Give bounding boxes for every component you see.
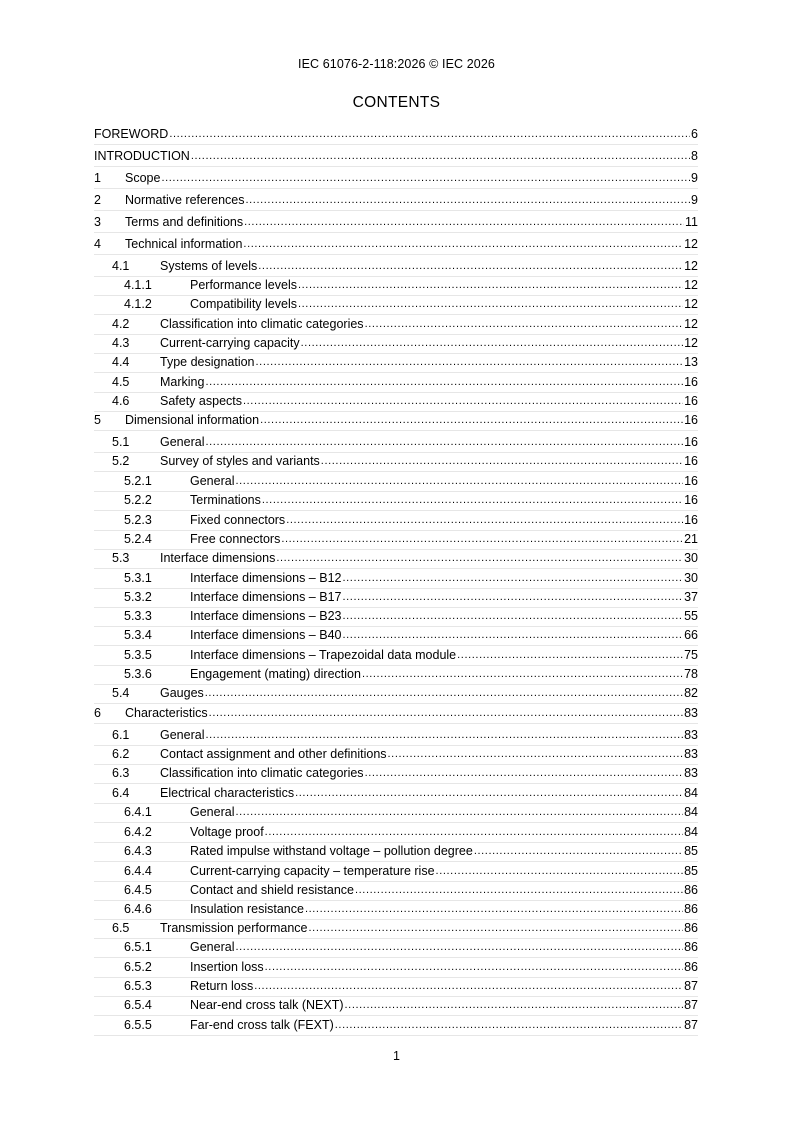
toc-entry-number: 4.3	[112, 336, 130, 350]
dot-leader	[262, 491, 683, 509]
toc-entry-page: 86	[684, 902, 698, 916]
dot-leader	[205, 684, 683, 702]
dot-leader	[286, 511, 683, 529]
toc-entry-page: 85	[684, 844, 698, 858]
dot-leader	[388, 745, 684, 763]
dot-leader	[265, 823, 683, 841]
toc-entry-label: General	[190, 805, 235, 819]
toc-entry-number: 5.3.1	[124, 571, 152, 585]
toc-entry-label: Rated impulse withstand voltage – pollution degree	[190, 844, 473, 858]
toc-entry-page: 30	[684, 571, 698, 585]
toc-entry-label: Engagement (mating) direction	[190, 667, 361, 681]
toc-entry-label: INTRODUCTION	[94, 149, 190, 163]
toc-entry[interactable]	[94, 626, 698, 644]
toc-entry-page: 16	[684, 454, 698, 468]
dot-leader	[298, 276, 683, 294]
toc-entry-number: 6.4.4	[124, 864, 152, 878]
dot-leader	[342, 607, 683, 625]
row-divider	[94, 723, 698, 724]
row-divider	[94, 430, 698, 431]
toc-entry-label: Terminations	[190, 493, 261, 507]
toc-entry-page: 16	[684, 513, 698, 527]
toc-entry-number: 6.5	[112, 921, 130, 935]
toc-entry[interactable]	[94, 823, 698, 841]
toc-entry-page: 87	[684, 979, 698, 993]
toc-entry[interactable]	[94, 803, 698, 821]
toc-entry[interactable]	[94, 511, 698, 529]
toc-entry[interactable]	[94, 684, 698, 702]
dot-leader	[205, 433, 683, 451]
toc-entry-label: Systems of levels	[160, 259, 258, 273]
toc-entry-number: 6.4	[112, 786, 130, 800]
toc-entry-number: 5.3.5	[124, 648, 152, 662]
toc-entry-label: Gauges	[160, 686, 204, 700]
toc-entry[interactable]	[94, 607, 698, 625]
toc-entry-page: 6	[691, 127, 698, 141]
toc-entry[interactable]	[94, 257, 698, 275]
toc-entry-page: 16	[684, 493, 698, 507]
toc-entry[interactable]	[94, 472, 698, 490]
toc-entry[interactable]	[94, 235, 698, 253]
toc-entry-number: 6.5.5	[124, 1018, 152, 1032]
toc-entry-page: 12	[684, 259, 698, 273]
toc-entry-page: 16	[684, 375, 698, 389]
toc-entry[interactable]	[94, 996, 698, 1014]
dot-leader	[265, 958, 683, 976]
toc-entry[interactable]	[94, 353, 698, 371]
row-divider	[94, 210, 698, 211]
toc-entry-page: 9	[691, 193, 698, 207]
dot-leader	[161, 169, 690, 187]
toc-entry[interactable]	[94, 433, 698, 451]
toc-entry-label: Characteristics	[125, 706, 208, 720]
dot-leader	[365, 315, 684, 333]
toc-entry-label: Far-end cross talk (FEXT)	[190, 1018, 334, 1032]
dot-leader	[342, 569, 683, 587]
dot-leader	[235, 803, 683, 821]
toc-entry-page: 8	[691, 149, 698, 163]
toc-entry-label: Scope	[125, 171, 161, 185]
toc-entry-label: Interface dimensions – B17	[190, 590, 342, 604]
toc-entry-number: 4.5	[112, 375, 130, 389]
dot-leader	[254, 977, 683, 995]
toc-entry-label: Current-carrying capacity	[160, 336, 300, 350]
toc-entry-label: Interface dimensions – Trapezoidal data module	[190, 648, 457, 662]
toc-entry[interactable]	[94, 665, 698, 683]
toc-entry-label: General	[160, 728, 205, 742]
toc-entry-page: 12	[684, 237, 698, 251]
toc-entry-number: 6.5.1	[124, 940, 152, 954]
toc-entry-label: Near-end cross talk (NEXT)	[190, 998, 344, 1012]
dot-leader	[244, 213, 684, 231]
dot-leader	[335, 1016, 683, 1034]
toc-entry-label: Voltage proof	[190, 825, 264, 839]
toc-entry-number: 6.5.4	[124, 998, 152, 1012]
dot-leader	[256, 353, 684, 371]
toc-entry-page: 30	[684, 551, 698, 565]
toc-entry-number: 4.1	[112, 259, 130, 273]
contents-title: CONTENTS	[352, 94, 441, 111]
dot-leader	[365, 764, 684, 782]
toc-entry-label: General	[190, 940, 235, 954]
toc-entry-page: 85	[684, 864, 698, 878]
dot-leader	[205, 373, 683, 391]
toc-entry-label: Terms and definitions	[125, 215, 244, 229]
toc-entry[interactable]	[94, 169, 698, 187]
dot-leader	[205, 726, 683, 744]
toc-entry-number: 2	[94, 193, 101, 207]
toc-entry-label: Marking	[160, 375, 205, 389]
toc-entry[interactable]	[94, 147, 698, 165]
toc-entry-number: 5	[94, 413, 101, 427]
toc-entry-number: 6.4.2	[124, 825, 152, 839]
toc-entry-page: 12	[684, 336, 698, 350]
toc-entry-page: 83	[684, 766, 698, 780]
dot-leader	[301, 334, 683, 352]
dot-leader	[298, 295, 683, 313]
toc-entry[interactable]	[94, 334, 698, 352]
dot-leader	[355, 881, 683, 899]
toc-entry-number: 6.1	[112, 728, 130, 742]
toc-entry-page: 83	[684, 728, 698, 742]
toc-entry-label: Fixed connectors	[190, 513, 286, 527]
toc-entry-number: 5.4	[112, 686, 130, 700]
toc-entry[interactable]	[94, 704, 698, 722]
dot-leader	[246, 191, 691, 209]
toc-entry-number: 5.1	[112, 435, 130, 449]
toc-entry-number: 6.4.1	[124, 805, 152, 819]
toc-entry-number: 5.3.6	[124, 667, 152, 681]
toc-entry-label: Normative references	[125, 193, 245, 207]
toc-entry-number: 1	[94, 171, 101, 185]
toc-entry-label: Interface dimensions	[160, 551, 276, 565]
toc-entry-label: Insertion loss	[190, 960, 264, 974]
toc-entry-number: 3	[94, 215, 101, 229]
dot-leader	[209, 704, 683, 722]
toc-entry-page: 12	[684, 317, 698, 331]
toc-entry-page: 84	[684, 786, 698, 800]
dot-leader	[281, 530, 683, 548]
dot-leader	[342, 626, 683, 644]
toc-entry-page: 78	[684, 667, 698, 681]
toc-entry-number: 6.4.5	[124, 883, 152, 897]
toc-entry-page: 12	[684, 297, 698, 311]
toc-entry-page: 13	[684, 355, 698, 369]
toc-entry-number: 5.2.3	[124, 513, 152, 527]
toc-entry-page: 21	[684, 532, 698, 546]
toc-entry-page: 87	[684, 1018, 698, 1032]
toc-entry-number: 4.6	[112, 394, 130, 408]
toc-entry-number: 6.4.6	[124, 902, 152, 916]
toc-entry-label: Classification into climatic categories	[160, 317, 364, 331]
toc-entry-page: 86	[684, 940, 698, 954]
dot-leader	[235, 938, 683, 956]
toc-entry-label: Performance levels	[190, 278, 297, 292]
toc-entry-number: 4.1.2	[124, 297, 152, 311]
dot-leader	[457, 646, 683, 664]
dot-leader	[243, 235, 683, 253]
toc-entry[interactable]	[94, 726, 698, 744]
toc-entry-label: Current-carrying capacity – temperature rise	[190, 864, 435, 878]
toc-entry[interactable]	[94, 764, 698, 782]
toc-entry-label: Contact and shield resistance	[190, 883, 354, 897]
toc-entry-number: 6.5.3	[124, 979, 152, 993]
toc-entry[interactable]	[94, 315, 698, 333]
dot-leader	[305, 900, 683, 918]
toc-entry-label: Dimensional information	[125, 413, 260, 427]
toc-entry-label: Type designation	[160, 355, 255, 369]
toc-entry-number: 5.2	[112, 454, 130, 468]
toc-entry-page: 12	[684, 278, 698, 292]
toc-entry-label: General	[190, 474, 235, 488]
toc-entry[interactable]	[94, 392, 698, 410]
toc-entry-number: 6.5.2	[124, 960, 152, 974]
toc-entry-label: Transmission performance	[160, 921, 308, 935]
dot-leader	[191, 147, 690, 165]
toc-entry[interactable]	[94, 842, 698, 860]
toc-entry-number: 6.2	[112, 747, 130, 761]
toc-entry-page: 87	[684, 998, 698, 1012]
toc-entry[interactable]	[94, 295, 698, 313]
document-header: IEC 61076-2-118:2026 © IEC 2026	[298, 57, 495, 71]
toc-entry-number: 4.4	[112, 355, 130, 369]
toc-entry[interactable]	[94, 862, 698, 880]
toc-entry-page: 16	[684, 413, 698, 427]
toc-entry[interactable]	[94, 958, 698, 976]
toc-entry-number: 5.3.3	[124, 609, 152, 623]
dot-leader	[260, 411, 683, 429]
toc-entry-label: Survey of styles and variants	[160, 454, 320, 468]
page-number: 1	[393, 1049, 400, 1063]
dot-leader	[345, 996, 684, 1014]
row-divider	[94, 166, 698, 167]
toc-entry[interactable]	[94, 191, 698, 209]
row-divider	[94, 254, 698, 255]
row-divider	[94, 232, 698, 233]
toc-entry-label: Interface dimensions – B12	[190, 571, 342, 585]
toc-entry-page: 86	[684, 883, 698, 897]
toc-entry-page: 11	[685, 215, 698, 229]
toc-entry-number: 6.3	[112, 766, 130, 780]
dot-leader	[276, 549, 683, 567]
toc-entry-page: 66	[684, 628, 698, 642]
toc-entry-page: 84	[684, 805, 698, 819]
dot-leader	[321, 452, 683, 470]
toc-entry-page: 83	[684, 747, 698, 761]
dot-leader	[309, 919, 684, 937]
toc-entry-label: Free connectors	[190, 532, 281, 546]
toc-entry-page: 9	[691, 171, 698, 185]
toc-entry-number: 5.2.2	[124, 493, 152, 507]
toc-entry-number: 6	[94, 706, 101, 720]
toc-entry-number: 4	[94, 237, 101, 251]
toc-entry-number: 5.2.1	[124, 474, 152, 488]
toc-entry[interactable]	[94, 588, 698, 606]
toc-entry-number: 5.3.4	[124, 628, 152, 642]
toc-entry-number: 6.4.3	[124, 844, 152, 858]
dot-leader	[342, 588, 683, 606]
toc-entry-page: 37	[684, 590, 698, 604]
toc-entry-number: 5.3	[112, 551, 130, 565]
toc-entry-page: 16	[684, 474, 698, 488]
toc-entry-label: Insulation resistance	[190, 902, 304, 916]
toc-entry-label: Classification into climatic categories	[160, 766, 364, 780]
dot-leader	[474, 842, 683, 860]
toc-entry-number: 5.3.2	[124, 590, 152, 604]
toc-entry[interactable]	[94, 452, 698, 470]
dot-leader	[235, 472, 683, 490]
toc-entry[interactable]	[94, 569, 698, 587]
toc-entry-number: 4.2	[112, 317, 130, 331]
toc-entry-label: Technical information	[125, 237, 243, 251]
toc-entry[interactable]	[94, 491, 698, 509]
toc-entry-page: 55	[684, 609, 698, 623]
toc-entry-label: Return loss	[190, 979, 254, 993]
toc-entry-page: 86	[684, 921, 698, 935]
toc-entry[interactable]	[94, 646, 698, 664]
toc-entry[interactable]	[94, 276, 698, 294]
toc-entry[interactable]	[94, 938, 698, 956]
dot-leader	[258, 257, 683, 275]
toc-entry[interactable]	[94, 213, 698, 231]
toc-entry-label: Interface dimensions – B23	[190, 609, 342, 623]
toc-entry[interactable]	[94, 411, 698, 429]
toc-entry-page: 82	[684, 686, 698, 700]
toc-entry-page: 83	[684, 706, 698, 720]
toc-entry[interactable]	[94, 919, 698, 937]
dot-leader	[295, 784, 683, 802]
toc-entry-page: 16	[684, 435, 698, 449]
toc-entry-page: 86	[684, 960, 698, 974]
dot-leader	[436, 862, 684, 880]
toc-entry[interactable]	[94, 745, 698, 763]
toc-entry-page: 84	[684, 825, 698, 839]
toc-entry-label: Contact assignment and other definitions	[160, 747, 387, 761]
toc-entry[interactable]	[94, 977, 698, 995]
row-divider	[94, 188, 698, 189]
dot-leader	[362, 665, 683, 683]
toc-entry[interactable]	[94, 1016, 698, 1034]
toc-entry[interactable]	[94, 530, 698, 548]
dot-leader	[243, 392, 683, 410]
toc-entry[interactable]	[94, 881, 698, 899]
toc-entry[interactable]	[94, 784, 698, 802]
toc-entry-label: General	[160, 435, 205, 449]
toc-entry[interactable]	[94, 125, 698, 143]
toc-entry-label: Safety aspects	[160, 394, 242, 408]
toc-entry-label: FOREWORD	[94, 127, 169, 141]
toc-entry-page: 75	[684, 648, 698, 662]
toc-entry-label: Compatibility levels	[190, 297, 297, 311]
toc-entry[interactable]	[94, 900, 698, 918]
toc-entry-label: Electrical characteristics	[160, 786, 295, 800]
dot-leader	[169, 125, 690, 143]
toc-entry-number: 5.2.4	[124, 532, 152, 546]
row-divider	[94, 1035, 698, 1036]
row-divider	[94, 144, 698, 145]
toc-entry-page: 16	[684, 394, 698, 408]
toc-entry[interactable]	[94, 549, 698, 567]
toc-entry-label: Interface dimensions – B40	[190, 628, 342, 642]
toc-entry-number: 4.1.1	[124, 278, 152, 292]
toc-entry[interactable]	[94, 373, 698, 391]
